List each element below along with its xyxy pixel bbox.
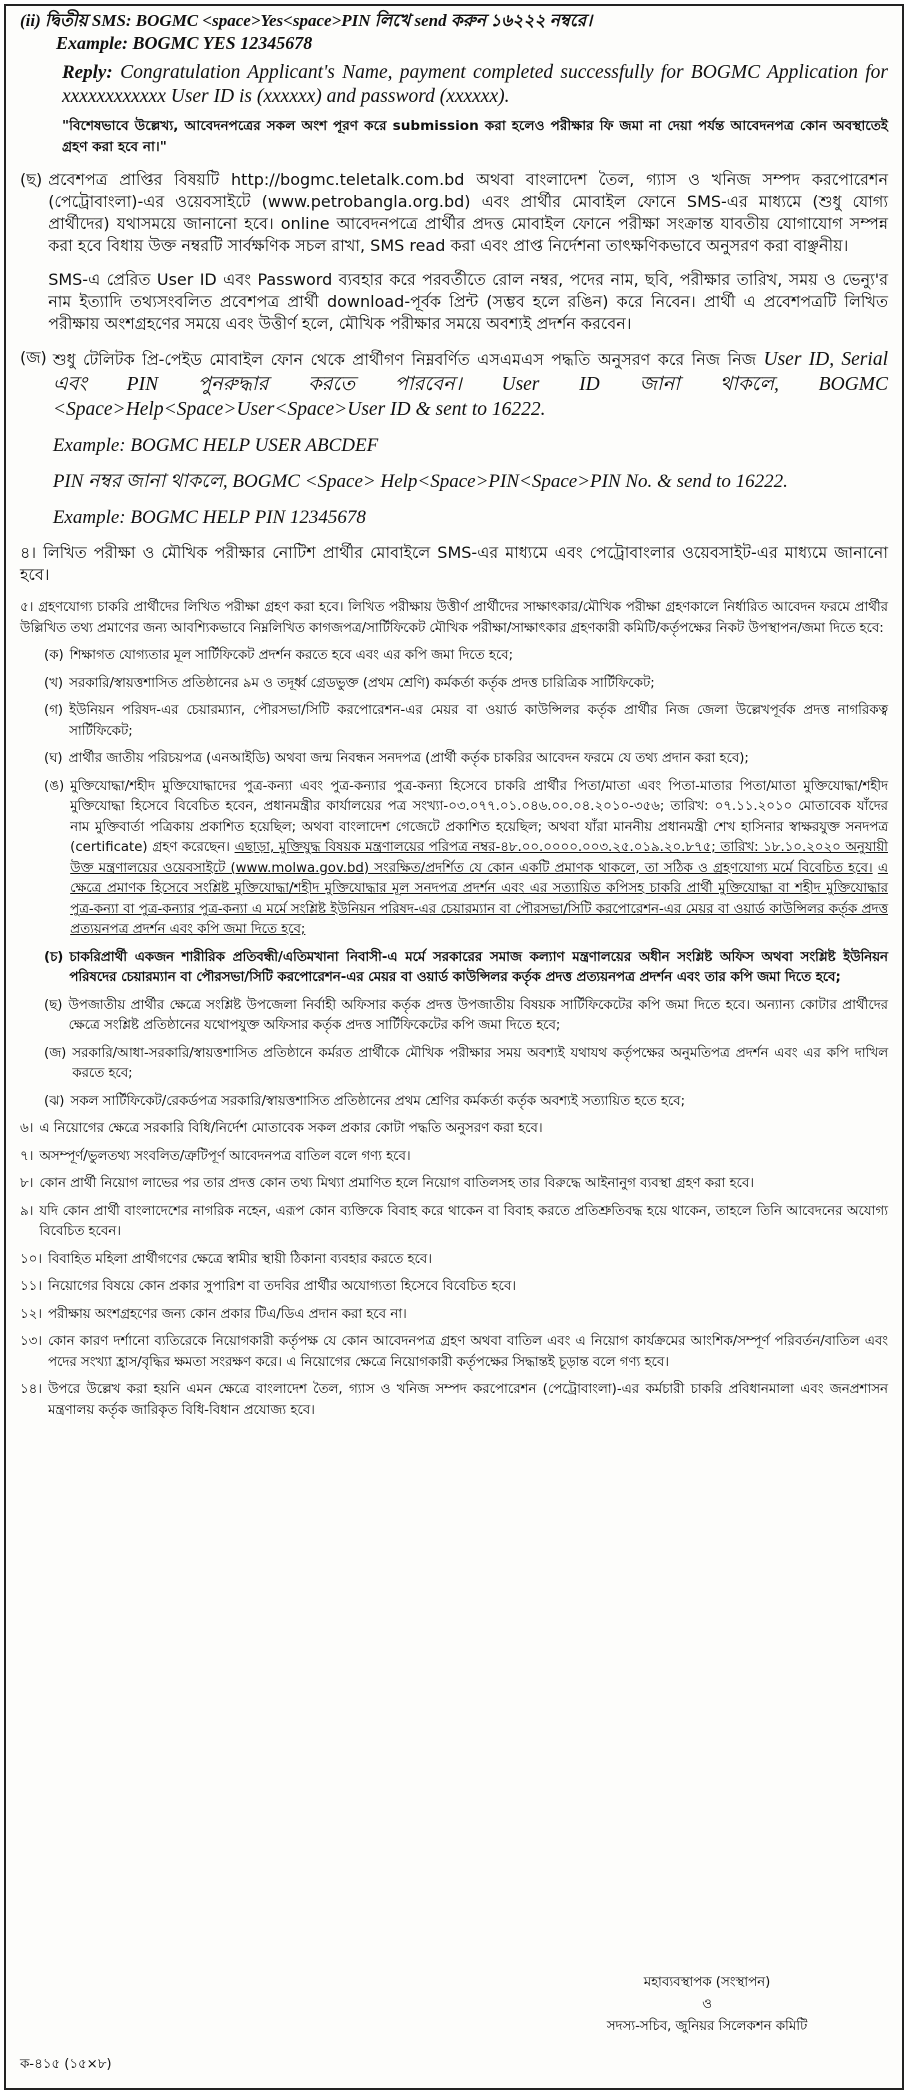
clause-cha (20, 169, 888, 335)
section-4: ৪। লিখিত পরীক্ষা ও মৌখিক পরীক্ষার নোটিশ প্রার্থীর মোবাইলে SMS-এর মাধ্যমে এবং পেট্রোবাংলার ওয়েবসাইট-এর মাধ্যমে জানানো হবে। (20, 543, 888, 584)
signatory-title: মহাব্যবস্থাপক (সংস্থাপন) (643, 1975, 771, 1990)
submission-note: "বিশেষভাবে উল্লেখ্য, আবেদনপত্রের সকল অংশ পূরণ করে submission করা হলেও পরীক্ষার ফি জমা না দেয়া পর্যন্ত আবেদনপত্র কোন অবস্থাতেই গ্রহণ করা হবে না।" (62, 118, 888, 155)
second-sms-example: Example: BOGMC YES 12345678 (56, 33, 313, 53)
list-item: (ঝ) সকল সার্টিফিকেট/রেকর্ডপত্র সরকারি/স্বায়ত্তশাসিত প্রতিষ্ঠানের প্রথম শ্রেণির কর্মকর্তা কর্তৃক অবশ্যই সত্যায়িত হতে হবে; (44, 1093, 686, 1109)
reply-label: Reply: (62, 62, 113, 83)
section-5: ৫। গ্রহণযোগ্য চাকরি প্রার্থীদের লিখিত পরীক্ষা গ্রহণ করা হবে। লিখিত পরীক্ষায় উত্তীর্ণ প্রার্থীদের সাক্ষাৎকার/মৌখিক পরীক্ষা গ্রহণকালে নির্ধারিত আবেদন ফরমে প্রার্থীর উল্লিখিত তথ্য প্রমাণের জন্য আবশ্যিকভাবে নিম্নলিখিত কাগজপত্র/সার্টিফিকেট মৌখিক পরীক্ষা/সাক্ষাৎকার গ্রহণকারী কমিটি/কর্তৃপক্ষের নিকট উপস্থাপন/জমা দিতে হবে: (20, 600, 888, 636)
reply-text: Congratulation Applicant's Name, payment completed successfully for BOGMC Application for xxxxxxxxxxxx User ID is (xxxxxx) and password (xxxxxx). (62, 62, 888, 107)
signatory-conjunction: ও (702, 1997, 712, 2012)
list-item: ৯। যদি কোন প্রার্থী বাংলাদেশের নাগরিক নহেন, এরূপ কোন ব্যক্তিকে বিবাহ করে থাকেন বা বিবাহ করতে প্রতিশ্রুতিবদ্ধ হয়ে থাকেন, তাহলে তিনি আবেদনের অযোগ্য বিবেচিত হবেন। (20, 1203, 888, 1239)
recovery-example-2: Example: BOGMC HELP PIN 12345678 (52, 507, 366, 528)
list-item: ৬। এ নিয়োগের ক্ষেত্রে সরকারি বিধি/নির্দেশ মোতাবেক সকল প্রকার কোটা পদ্ধতি অনুসরণ করা হবে। (20, 1121, 543, 1136)
second-sms-instruction: (ii) দ্বিতীয় SMS: BOGMC <space>Yes<space>PIN লিখে send করুন ১৬২২২ নম্বরে। (20, 11, 593, 30)
list-item: ১১। নিয়োগের বিষয়ে কোন প্রকার সুপারিশ বা তদবির প্রার্থীর অযোগ্যতা হিসেবে বিবেচিত হবে। (20, 1279, 516, 1294)
list-item: (খ) সরকারি/স্বায়ত্তশাসিত প্রতিষ্ঠানের ৯ম ও তদূর্ধ্ব গ্রেডভুক্ত (প্রথম শ্রেণি) কর্মকর্তা কর্তৃক প্রদত্ত চারিত্রিক সার্টিফিকেট; (44, 675, 655, 691)
recovery-user-id: User ID, Serial এবং PIN পুনরুদ্ধার করতে পারবেন। User ID জানা থাকলে, BOGMC <Space>Help<Space>User<Space>User ID & sent to 16222. (52, 349, 888, 420)
advertisement-page (4, 4, 904, 2090)
required-documents-list (44, 646, 888, 1112)
recovery-example-1: Example: BOGMC HELP USER ABCDEF (52, 435, 379, 456)
recovery-pin: PIN নম্বর জানা থাকলে, BOGMC <Space> Help<Space>PIN<Space>PIN No. & send to 16222. (52, 471, 788, 492)
list-item: ১৩। কোন কারণ দর্শানো ব্যতিরেকে নিয়োগকারী কর্তৃপক্ষ যে কোন আবেদনপত্র গ্রহণ অথবা বাতিল এবং এ নিয়োগ কার্যক্রমের আংশিক/সম্পূর্ণ পরিবর্তন/বাতিল এবং পদের সংখ্যা হ্রাস/বৃদ্ধির ক্ষমতা সংরক্ষণ করে। এ নিয়োগের ক্ষেত্রে নিয়োগকারী কর্তৃপক্ষের সিদ্ধান্তই চূড়ান্ত বলে গণ্য হবে। (20, 1334, 888, 1370)
signature-block (542, 1972, 872, 2038)
list-item: (ঘ) প্রার্থীর জাতীয় পরিচয়পত্র (এনআইডি) অথবা জন্ম নিবন্ধন সনদপত্র (প্রার্থী কর্তৃক চাকরির আবেদন ফরমে যে তথ্য প্রদান করা হবে); (44, 751, 749, 766)
list-item: ৮। কোন প্রার্থী নিয়োগ লাভের পর তার প্রদত্ত কোন তথ্য মিথ্যা প্রমাণিত হলে নিয়োগ বাতিলসহ তার বিরুদ্ধে আইনানুগ ব্যবস্থা গ্রহণ করা হবে। (20, 1176, 754, 1191)
reply-block (62, 61, 888, 109)
recovery-intro: শুধু টেলিটক প্রি-পেইড মোবাইল ফোন থেকে প্রার্থীগণ নিম্নবর্ণিত এসএমএস পদ্ধতি অনুসরণ করে নিজ নিজ (52, 350, 757, 369)
clause-marker: (ছ) (20, 170, 43, 189)
clause-ja (20, 347, 888, 530)
signatory-committee: সদস্য-সচিব, জুনিয়র সিলেকশন কমিটি (606, 2019, 808, 2034)
footer-code: ক-৪১৫ (১৫×৮) (20, 2057, 112, 2072)
list-item: (চ) চাকরিপ্রার্থী একজন শারীরিক প্রতিবন্ধী/এতিমখানা নিবাসী-এ মর্মে সরকারের সমাজ কল্যাণ মন্ত্রণালয়ের অধীন সংশ্লিষ্ট অফিস অথবা সংশ্লিষ্ট ইউনিয়ন পরিষদের চেয়ারম্যান বা পৌরসভা/সিটি করপোরেশন-এর মেয়র বা ওয়ার্ড কাউন্সিলর কর্তৃক প্রদত্ত প্রত্যয়নপত্র প্রদর্শন এবং তার কপি জমা দিতে হবে; (44, 949, 888, 985)
list-item: (জ) সরকারি/আধা-সরকারি/স্বায়ত্তশাসিত প্রতিষ্ঠানে কর্মরত প্রার্থীকে মৌখিক পরীক্ষার সময় অবশ্যই যথাযথ কর্তৃপক্ষের অনুমতিপত্র প্রদর্শন এবং এর কপি দাখিল করতে হবে; (44, 1045, 888, 1081)
list-item-freedom-fighter: (ঙ) মুক্তিযোদ্ধা/শহীদ মুক্তিযোদ্ধাদের পুত্র-কন্যা এবং পুত্র-কন্যার পুত্র-কন্যা হিসেবে চাকরি প্রার্থীর পিতা/মাতা এবং পিতা-মাতার পিতা/মাতা মুক্তিযোদ্ধা/শহীদ মুক্তিযোদ্ধা হিসেবে বিবেচিত হবেন, প্রধানমন্ত্রীর কার্যালয়ের পত্র সংখ্যা-০৩.০৭৭.০১.০৪৬.০০.০৪.২০১০-৩৫৬; তারিখ: ০৭.১১.২০১০ মোতাবেক যাঁদের নাম মুক্তিবার্তা পত্রিকায় প্রকাশিত হয়েছিল; অথবা বাংলাদেশ গেজেটে প্রকাশিত হয়েছিল; অথবা যাঁরা মাননীয় প্রধানমন্ত্রী শেখ হাসিনার স্বাক্ষরযুক্ত সনদপত্র (certificate) গ্রহণ করেছেন। এছাড়া, মুক্তিযুদ্ধ বিষয়ক মন্ত্রণালয়ের পরিপত্র নম্বর-৪৮.০০.০০০০.০০৩.২৫.০১৯.২০.৮৭৫; তারিখ: ১৮.১০.২০২০ অনুযায়ী উক্ত মন্ত্রণালয়ের ওয়েবসাইটে (www.molwa.gov.bd) সংরক্ষিত/প্রদর্শিত যে কোন একটি প্রমাণক থাকলে, তা সঠিক ও গ্রহণযোগ্য মর্মে বিবেচিত হবে। এ ক্ষেত্রে প্রমাণক হিসেবে সংশ্লিষ্ট মুক্তিযোদ্ধা/শহীদ মুক্তিযোদ্ধার মূল সনদপত্র প্রদর্শন এবং এর সত্যায়িত কপিসহ চাকরি প্রার্থী মুক্তিযোদ্ধা বা শহীদ মুক্তিযোদ্ধার পুত্র-কন্যা বা পুত্র-কন্যার পুত্র-কন্যা এ মর্মে সংশ্লিষ্ট ইউনিয়ন পরিষদ-এর চেয়ারম্যান বা পৌরসভা/সিটি করপোরেশন-এর মেয়র বা ওয়ার্ড কাউন্সিলর কর্তৃক প্রদত্ত প্রত্যয়নপত্র প্রদর্শন এবং কপি জমা দিতে হবে; (44, 778, 888, 937)
list-item: (ক) শিক্ষাগত যোগ্যতার মূল সার্টিফিকেট প্রদর্শন করতে হবে এবং এর কপি জমা দিতে হবে; (44, 648, 514, 663)
molwa-circular: এছাড়া, মুক্তিযুদ্ধ বিষয়ক মন্ত্রণালয়ের পরিপত্র নম্বর-৪৮.০০.০০০০.০০৩.২৫.০১৯.২০.৮৭৫; তারিখ: ১৮.১০.২০২০ অনুযায়ী উক্ত মন্ত্রণালয়ের ওয়েবসাইটে (www.molwa.gov.bd) সংরক্ষিত/প্রদর্শিত যে কোন একটি প্রমাণক থাকলে, তা সঠিক ও গ্রহণযোগ্য মর্মে বিবেচিত হবে। (70, 840, 888, 876)
admit-card-paragraph-1: প্রবেশপত্র প্রাপ্তির বিষয়টি http://bogmc.teletalk.com.bd অথবা বাংলাদেশ তৈল, গ্যাস ও খনিজ সম্পদ করপোরেশন (পেট্রোবাংলা)-এর ওয়েবসাইটে (www.petrobangla.org.bd) এবং প্রার্থীর মোবাইল ফোনে SMS-এর মাধ্যমে (শুধু যোগ্য প্রার্থীদের) যথাসময়ে জানানো হবে। online আবেদনপত্রে প্রার্থীর প্রদত্ত মোবাইল ফোনে পরীক্ষা সংক্রান্ত যাবতীয় যোগাযোগ সম্পন্ন করা হবে বিধায় উক্ত নম্বরটি সার্বক্ষণিক সচল রাখা, SMS read করা এবং প্রাপ্ত নির্দেশনা তাৎক্ষণিকভাবে অনুসরণ করা বাঞ্ছনীয়। (48, 170, 888, 255)
list-item: ১০। বিবাহিত মহিলা প্রার্থীগণের ক্ষেত্রে স্বামীর স্থায়ী ঠিকানা ব্যবহার করতে হবে। (20, 1251, 432, 1267)
list-item: ১২। পরীক্ষায় অংশগ্রহণের জন্য কোন প্রকার টিএ/ডিএ প্রদান করা হবে না। (20, 1306, 407, 1322)
list-item: (গ) ইউনিয়ন পরিষদ-এর চেয়ারম্যান, পৌরসভা/সিটি করপোরেশন-এর মেয়র বা ওয়ার্ড কাউন্সিলর কর্তৃক প্রার্থীর নিজ জেলা উল্লেখপূর্বক প্রদত্ত নাগরিকত্ব সার্টিফিকেট; (44, 703, 888, 739)
general-conditions-list (20, 1119, 888, 1421)
list-item: ১৪। উপরে উল্লেখ করা হয়নি এমন ক্ষেত্রে বাংলাদেশ তৈল, গ্যাস ও খনিজ সম্পদ করপোরেশন (পেট্রোবাংলা)-এর কর্মচারী চাকরি প্রবিধানমালা এবং জনপ্রশাসন মন্ত্রণালয় কর্তৃক জারিকৃত বিধি-বিধান প্রযোজ্য হবে। (20, 1382, 888, 1418)
clause-marker: (জ) (20, 348, 47, 367)
list-item: (ছ) উপজাতীয় প্রার্থীর ক্ষেত্রে সংশ্লিষ্ট উপজেলা নির্বাহী অফিসার কর্তৃক প্রদত্ত উপজাতীয় বিষয়ক সার্টিফিকেটের কপি জমা দিতে হবে। অন্যান্য কোটার প্রার্থীদের ক্ষেত্রে সংশ্লিষ্ট প্রতিষ্ঠানের যথোপযুক্ত অফিসার কর্তৃক প্রদত্ত সার্টিফিকেটের কপি জমা দিতে হবে; (44, 997, 888, 1033)
admit-card-paragraph-2: SMS-এ প্রেরিত User ID এবং Password ব্যবহার করে পরবর্তীতে রোল নম্বর, পদের নাম, ছবি, পরীক্ষার তারিখ, সময় ও ভেন্যু'র নাম ইত্যাদি তথ্যসংবলিত প্রবেশপত্র প্রার্থী download-পূর্বক প্রিন্ট (সম্ভব হলে রঙিন) করে নিবেন। প্রার্থী এ প্রবেশপত্রটি লিখিত পরীক্ষায় অংশগ্রহণের সময়ে এবং উত্তীর্ণ হলে, মৌখিক পরীক্ষার সময়ে অবশ্যই প্রদর্শন করবেন। (48, 270, 888, 333)
list-item: ৭। অসম্পূর্ণ/ভুলতথ্য সংবলিত/ত্রুটিপূর্ণ আবেদনপত্র বাতিল বলে গণ্য হবে। (20, 1148, 411, 1164)
